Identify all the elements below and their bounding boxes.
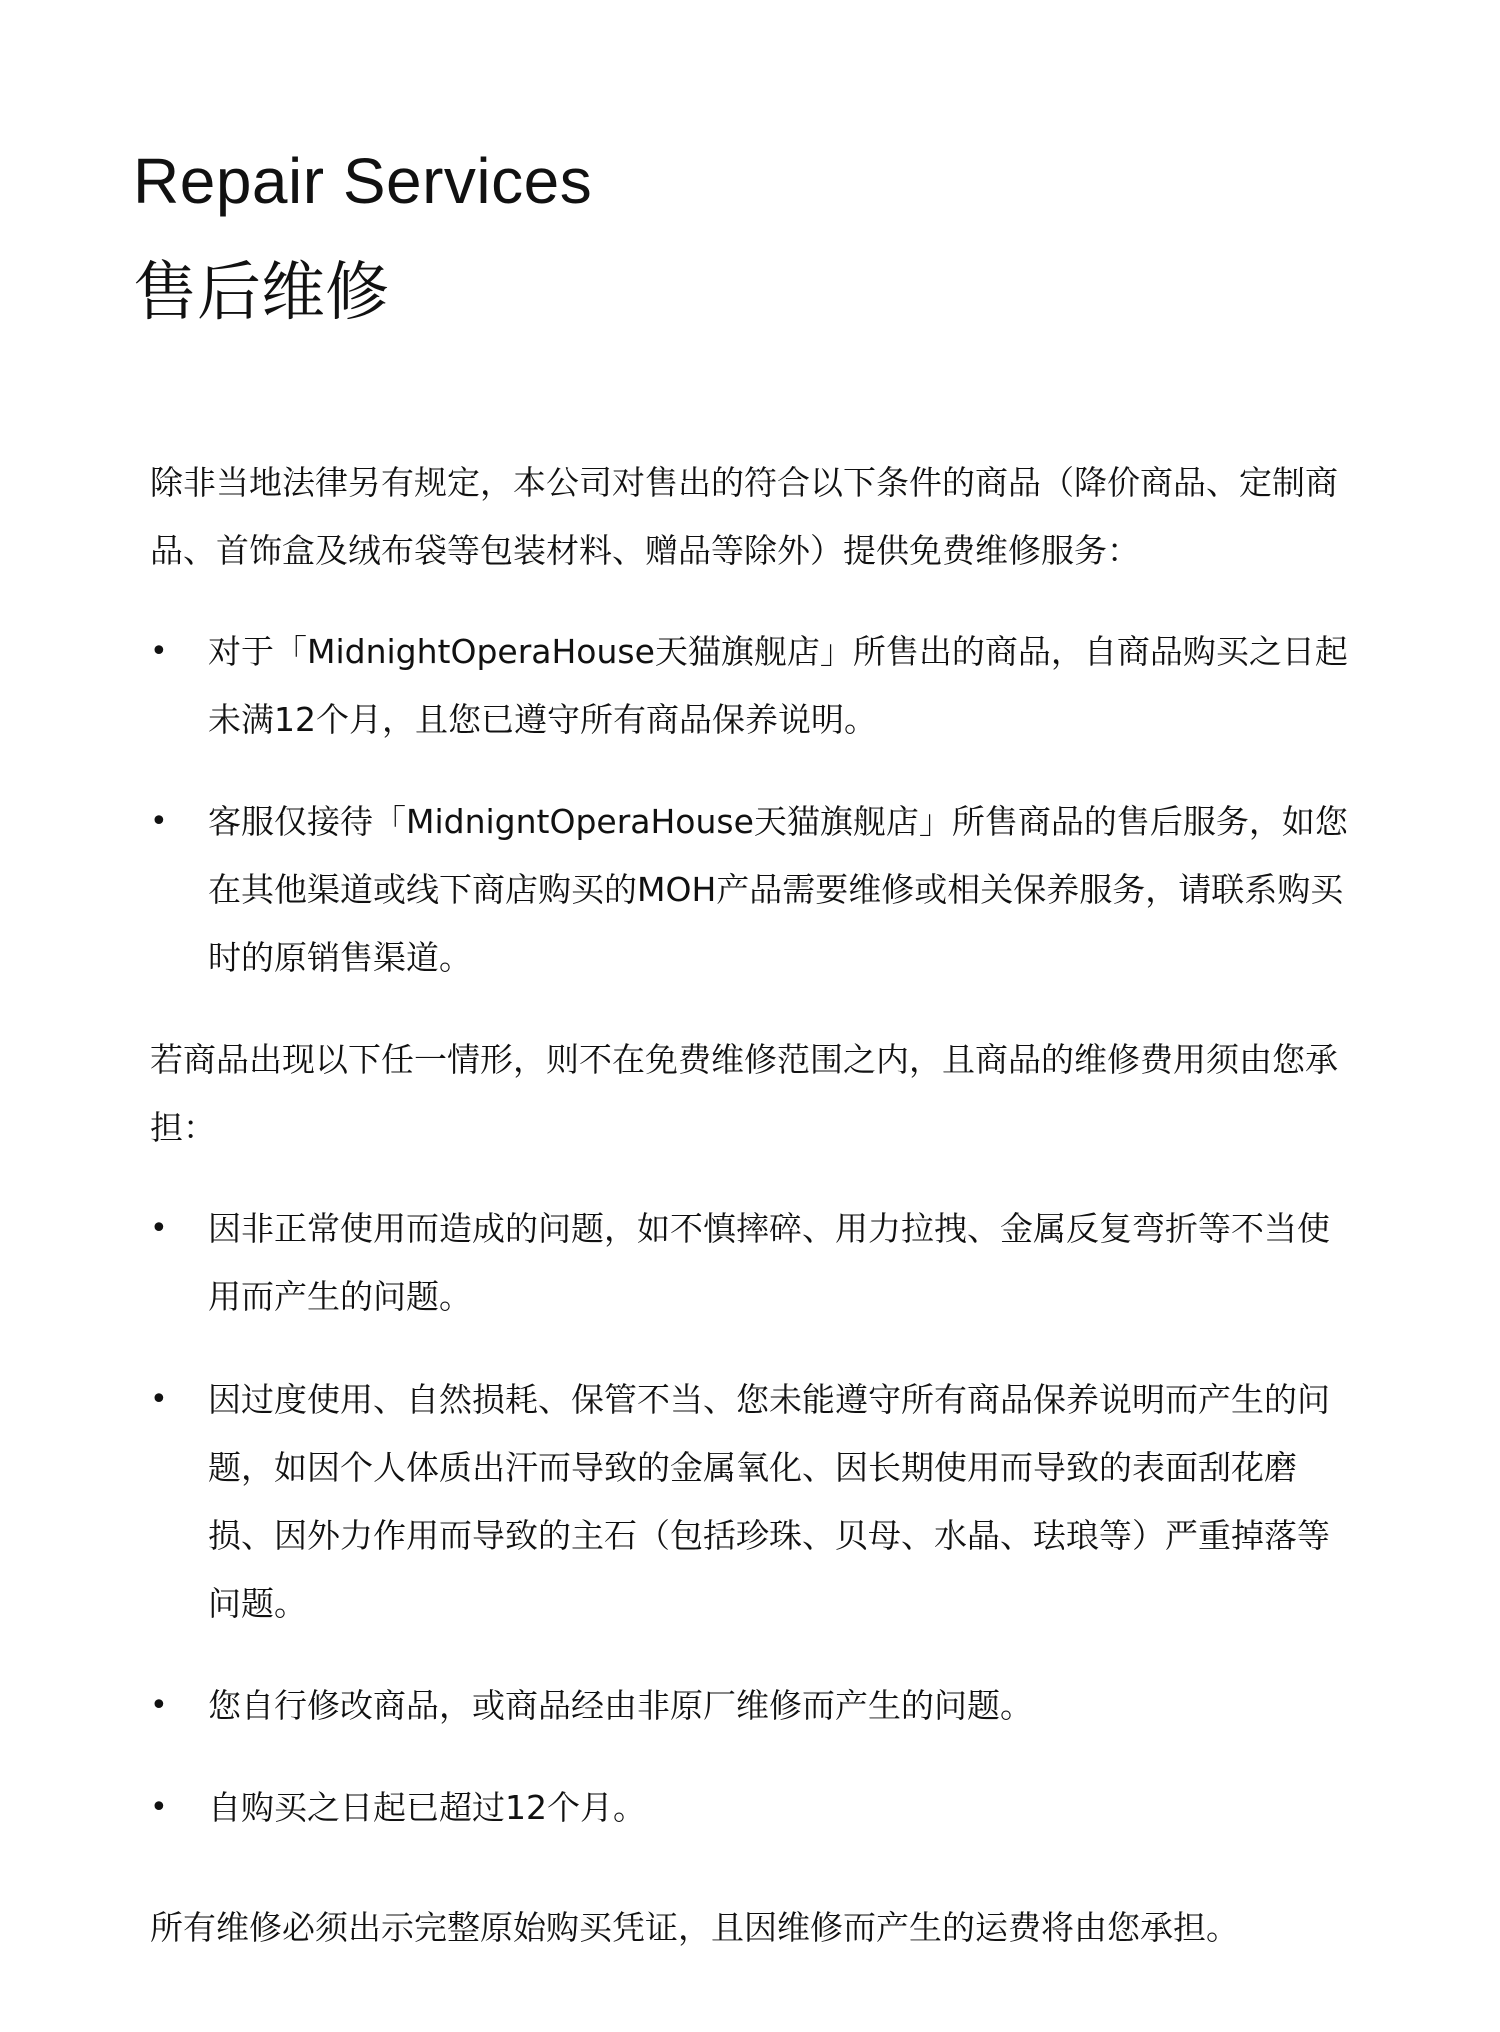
exclusion-item-text: 因过度使用、自然损耗、保管不当、您未能遵守所有商品保养说明而产生的问题，如因个人体质出汗而导致的金属氧化、因长期使用而导致的表面刮花磨损、因外力作用而导致的主石（包括珍珠、贝母、水晶、珐琅等）严重掉落等问题。 [208, 1380, 1330, 1623]
exclusion-item-text: 您自行修改商品，或商品经由非原厂维修而产生的问题。 [208, 1686, 1033, 1725]
page-title-chinese: 售后维修 [133, 256, 389, 330]
coverage-item-text: 对于「MidnightOperaHouse天猫旗舰店」所售出的商品，自商品购买之日起未满12个月，且您已遵守所有商品保养说明。 [208, 632, 1348, 739]
exclusion-item [150, 1366, 1400, 1638]
coverage-item [150, 788, 1400, 992]
exclusion-item [150, 1672, 1400, 1740]
intro-paragraph: 除非当地法律另有规定，本公司对售出的符合以下条件的商品（降价商品、定制商品、首饰盒及绒布袋等包装材料、赠品等除外）提供免费维修服务： [150, 463, 1338, 570]
bullet-icon: • [150, 804, 168, 839]
bullet-icon: • [150, 1790, 168, 1825]
exclusion-item-text: 因非正常使用而造成的问题，如不慎摔碎、用力拉拽、金属反复弯折等不当使用而产生的问题。 [208, 1209, 1330, 1316]
coverage-item-text: 客服仅接待「MidnigntOperaHouse天猫旗舰店」所售商品的售后服务，如您在其他渠道或线下商店购买的MOH产品需要维修或相关保养服务，请联系购买时的原销售渠道。 [208, 802, 1348, 977]
exclusion-item [150, 1195, 1400, 1331]
coverage-item [150, 618, 1400, 754]
exclusion-intro-paragraph: 若商品出现以下任一情形，则不在免费维修范围之内，且商品的维修费用须由您承担： [150, 1040, 1338, 1147]
page-title-english: Repair Services [133, 145, 593, 217]
footer-note: 所有维修必须出示完整原始购买凭证，且因维修而产生的运费将由您承担。 [150, 1908, 1239, 1947]
exclusion-item [150, 1774, 1400, 1842]
bullet-icon: • [150, 1688, 168, 1723]
exclusion-item-text: 自购买之日起已超过12个月。 [208, 1788, 646, 1827]
bullet-icon: • [150, 1382, 168, 1417]
bullet-icon: • [150, 1211, 168, 1246]
bullet-icon: • [150, 634, 168, 669]
